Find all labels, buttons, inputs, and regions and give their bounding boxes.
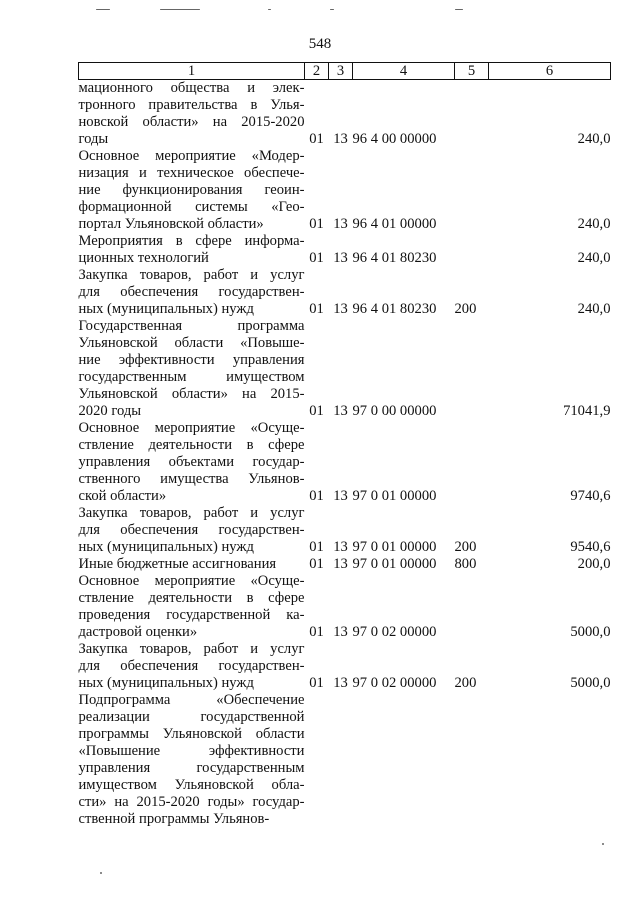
amount: 5000,0 (570, 624, 611, 640)
section-code: 01 (309, 488, 324, 504)
expense-type-code: 800 (454, 556, 477, 572)
description-line: формационной системы «Гео- (78, 199, 305, 215)
table-row (79, 318, 611, 420)
scan-artifact (330, 9, 334, 10)
description-line: Государственная программа (78, 318, 305, 334)
amount (489, 692, 611, 828)
description-line: ных (муниципальных) нужд (78, 675, 254, 691)
subsection-code: 13 (333, 539, 348, 555)
description-line: Мероприятия в сфере информа- (78, 233, 305, 249)
row-description (79, 573, 305, 641)
table-row (79, 641, 611, 692)
description-line: Ульяновской области» на 2015- (78, 386, 305, 402)
row-description (79, 267, 305, 318)
expense-type-code (455, 233, 489, 267)
subsection-code: 13 (333, 216, 348, 232)
description-line: Основное мероприятие «Осуще- (78, 420, 305, 436)
description-line: мационного общества и элек- (78, 80, 305, 96)
scan-artifact (602, 843, 604, 845)
target-article-code: 96 4 01 80230 (352, 301, 437, 317)
description-line: дастровой оценки» (78, 624, 198, 640)
subsection-code: 13 (333, 131, 348, 147)
row-description (79, 556, 305, 573)
description-line: для обеспечения государствен- (78, 284, 305, 300)
expense-type-code: 200 (454, 675, 477, 691)
description-line: тронного правительства в Улья- (78, 97, 305, 113)
subsection-code: 13 (333, 250, 348, 266)
description-line: портал Ульяновской области» (78, 216, 264, 232)
description-line: Основное мероприятие «Модер- (78, 148, 305, 164)
target-article-code: 97 0 01 00000 (352, 488, 437, 504)
expense-type-code: 200 (454, 539, 477, 555)
row-description (79, 641, 305, 692)
description-line: сти» на 2015-2020 годы» государ- (78, 794, 305, 810)
table-row (79, 420, 611, 505)
target-article-code: 96 4 01 80230 (352, 250, 437, 266)
amount: 71041,9 (563, 403, 611, 419)
description-line: ных (муниципальных) нужд (78, 539, 254, 555)
description-line: государственным имуществом (78, 369, 305, 385)
table-row (79, 505, 611, 556)
subsection-code: 13 (333, 403, 348, 419)
expense-type-code (455, 148, 489, 233)
row-description (79, 148, 305, 233)
description-line: управления объектами государ- (78, 454, 305, 470)
subsection-code (329, 692, 353, 828)
scan-artifact (160, 9, 200, 10)
section-code: 01 (309, 216, 324, 232)
table-row (79, 692, 611, 828)
table-row (79, 233, 611, 267)
description-line: ской области» (78, 488, 167, 504)
budget-table (78, 62, 611, 828)
target-article-code (353, 692, 455, 828)
expense-type-code (455, 318, 489, 420)
table-row (79, 573, 611, 641)
description-line: Подпрограмма «Обеспечение (78, 692, 305, 708)
table-row (79, 148, 611, 233)
subsection-code: 13 (333, 675, 348, 691)
row-description (79, 692, 305, 828)
section-code: 01 (309, 624, 324, 640)
description-line: Закупка товаров, работ и услуг (78, 505, 305, 521)
table-body (79, 80, 611, 829)
description-line: 2020 годы (78, 403, 142, 419)
description-line: ственной программы Ульянов- (78, 811, 270, 827)
section-code: 01 (309, 131, 324, 147)
header-col-5: 5 (455, 63, 489, 80)
description-line: новской области» на 2015-2020 (78, 114, 305, 130)
table-row (79, 80, 611, 149)
header-row (79, 63, 611, 80)
target-article-code: 97 0 01 00000 (352, 556, 437, 572)
amount: 240,0 (577, 250, 611, 266)
amount: 9540,6 (570, 539, 611, 555)
header-col-3: 3 (329, 63, 353, 80)
description-line: Закупка товаров, работ и услуг (78, 267, 305, 283)
section-code (305, 692, 329, 828)
row-description (79, 80, 305, 149)
section-code: 01 (309, 250, 324, 266)
scan-artifact (268, 9, 271, 10)
description-line: ние функционирования геоин- (78, 182, 305, 198)
header-col-1: 1 (79, 63, 305, 80)
expense-type-code (455, 80, 489, 149)
subsection-code: 13 (333, 624, 348, 640)
page-number: 548 (308, 36, 332, 52)
description-line: реализации государственной (78, 709, 305, 725)
description-line: Закупка товаров, работ и услуг (78, 641, 305, 657)
subsection-code: 13 (333, 301, 348, 317)
section-code: 01 (309, 675, 324, 691)
expense-type-code (455, 420, 489, 505)
description-line: Основное мероприятие «Осуще- (78, 573, 305, 589)
amount: 9740,6 (570, 488, 611, 504)
table-row (79, 556, 611, 573)
expense-type-code: 200 (454, 301, 477, 317)
description-line: годы (78, 131, 109, 147)
header-col-4: 4 (353, 63, 455, 80)
scan-artifact (100, 872, 102, 874)
description-line: управления государственным (78, 760, 305, 776)
row-description (79, 420, 305, 505)
amount: 200,0 (577, 556, 611, 572)
amount: 240,0 (577, 131, 611, 147)
description-line: для обеспечения государствен- (78, 522, 305, 538)
target-article-code: 97 0 02 00000 (352, 675, 437, 691)
section-code: 01 (309, 539, 324, 555)
description-line: Иные бюджетные ассигнования (78, 556, 277, 572)
row-description (79, 505, 305, 556)
subsection-code: 13 (333, 488, 348, 504)
description-line: Ульяновской области «Повыше- (78, 335, 305, 351)
description-line: ственного имущества Ульянов- (78, 471, 305, 487)
expense-type-code (455, 573, 489, 641)
description-line: ных (муниципальных) нужд (78, 301, 254, 317)
header-col-6: 6 (489, 63, 611, 80)
target-article-code: 97 0 00 00000 (352, 403, 437, 419)
description-line: программы Ульяновской области (78, 726, 305, 742)
row-description (79, 318, 305, 420)
description-line: «Повышение эффективности (78, 743, 305, 759)
amount: 240,0 (577, 216, 611, 232)
description-line: ние эффективности управления (78, 352, 305, 368)
table-row (79, 267, 611, 318)
amount: 240,0 (577, 301, 611, 317)
expense-type-code (455, 692, 489, 828)
description-line: имуществом Ульяновской обла- (78, 777, 305, 793)
header-col-2: 2 (305, 63, 329, 80)
target-article-code: 96 4 00 00000 (352, 131, 437, 147)
description-line: ствление деятельности в сфере (78, 437, 305, 453)
target-article-code: 97 0 02 00000 (352, 624, 437, 640)
scan-artifact (96, 9, 110, 10)
description-line: ционных технологий (78, 250, 209, 266)
amount: 5000,0 (570, 675, 611, 691)
subsection-code: 13 (333, 556, 348, 572)
description-line: низация и техническое обеспече- (78, 165, 305, 181)
scan-artifact (455, 9, 463, 10)
description-line: для обеспечения государствен- (78, 658, 305, 674)
target-article-code: 97 0 01 00000 (352, 539, 437, 555)
section-code: 01 (309, 301, 324, 317)
target-article-code: 96 4 01 00000 (352, 216, 437, 232)
section-code: 01 (309, 556, 324, 572)
row-description (79, 233, 305, 267)
description-line: ствление деятельности в сфере (78, 590, 305, 606)
section-code: 01 (309, 403, 324, 419)
description-line: проведения государственной ка- (78, 607, 305, 623)
